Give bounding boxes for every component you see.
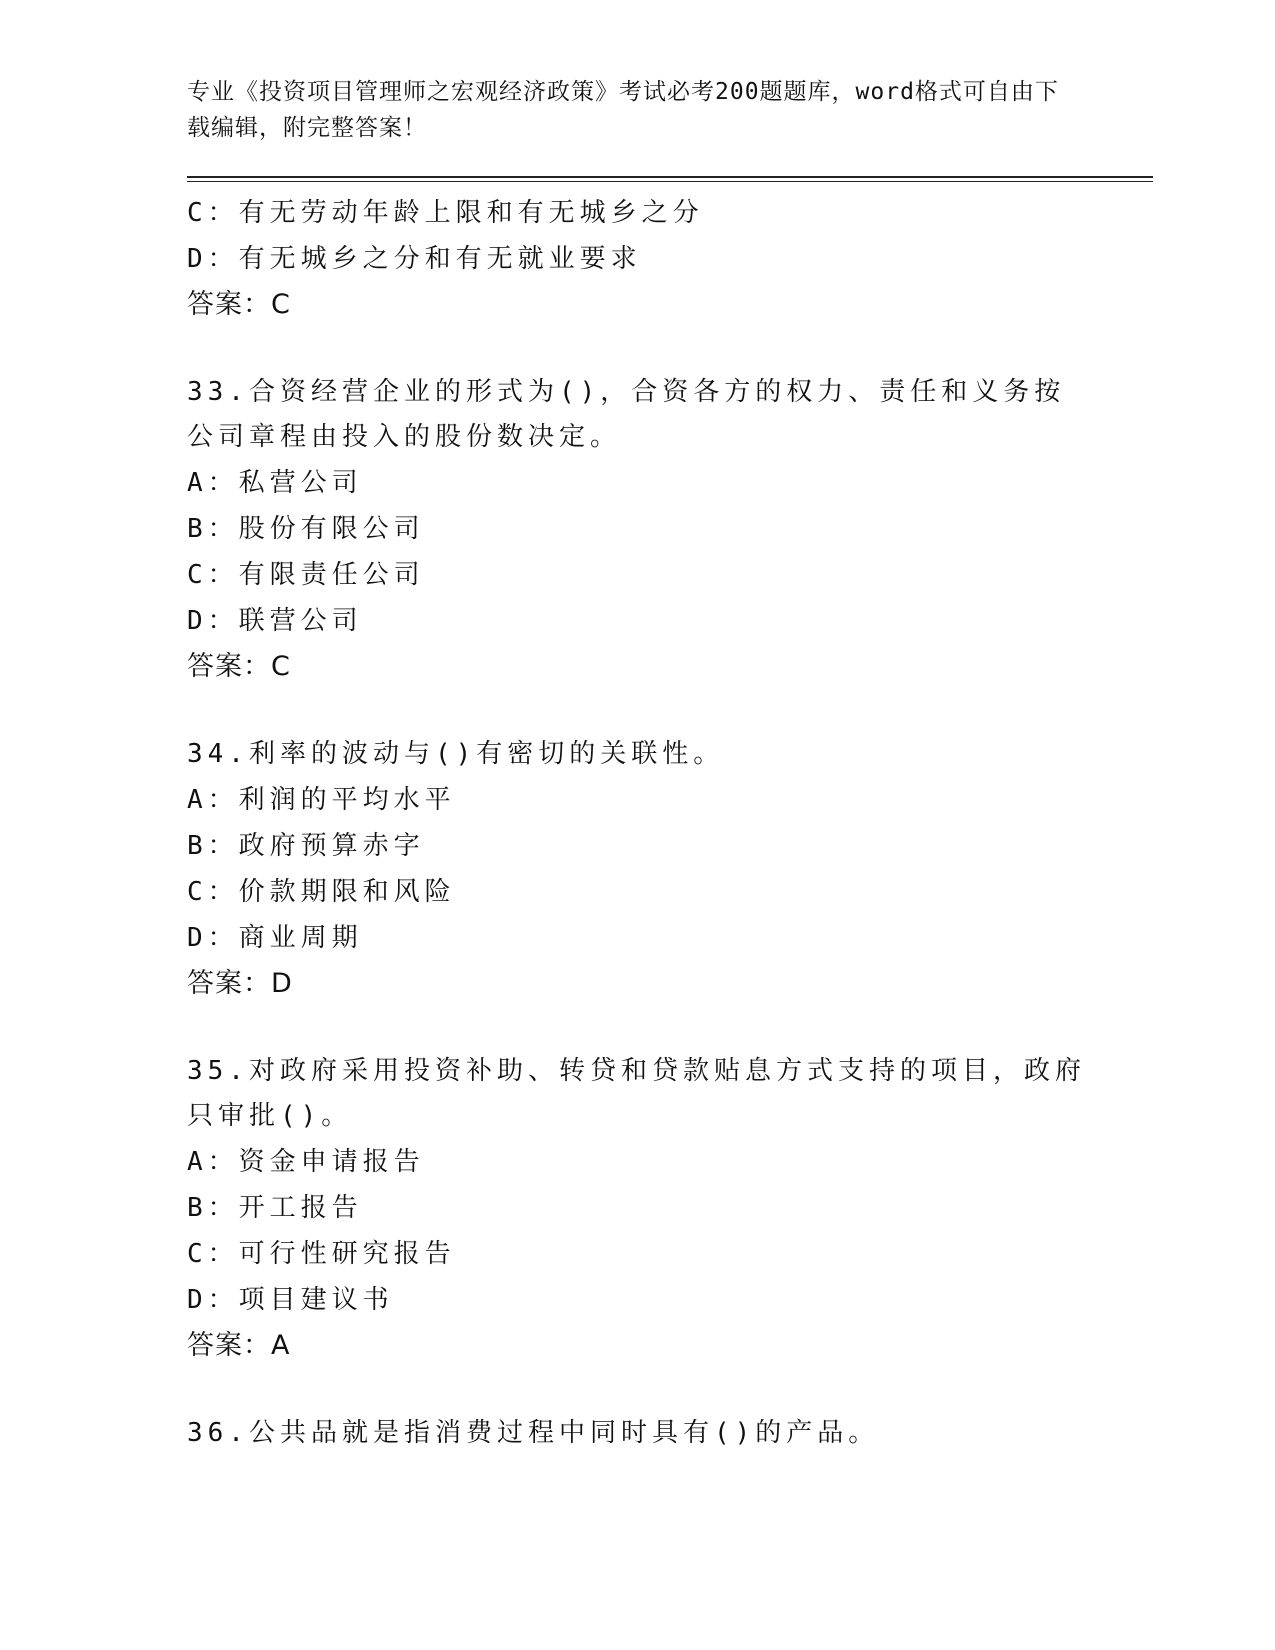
option-a: A：资金申请报告 [187,1147,425,1177]
option-a: A：私营公司 [187,468,363,498]
spacer [187,328,1087,370]
header-rule-thick [187,176,1153,178]
option-b: B：开工报告 [187,1193,363,1223]
option-b: B：政府预算赤字 [187,831,425,861]
question-block-32 [187,190,1087,328]
option-b: B：股份有限公司 [187,514,425,544]
header-rule-thin [187,181,1153,182]
question-text: 34.利率的波动与()有密切的关联性。 [187,739,725,769]
question-block-33 [187,370,1087,690]
answer-label: 答案：D [187,968,293,999]
option-c: C：有限责任公司 [187,560,425,590]
question-block-34 [187,732,1087,1007]
document-header: 专业《投资项目管理师之宏观经济政策》考试必考200题题库，word格式可自由下载编辑，附完整答案！ [187,79,1059,141]
spacer [187,1369,1087,1411]
option-c: C：有无劳动年龄上限和有无城乡之分 [187,198,704,228]
question-text: 36.公共品就是指消费过程中同时具有()的产品。 [187,1418,880,1448]
option-d: D：项目建议书 [187,1285,394,1315]
option-d: D：联营公司 [187,606,363,636]
question-text: 35.对政府采用投资补助、转贷和贷款贴息方式支持的项目，政府只审批()。 [187,1056,1086,1131]
question-content [187,190,1087,1456]
option-d: D：有无城乡之分和有无就业要求 [187,244,642,274]
question-text: 33.合资经营企业的形式为()，合资各方的权力、责任和义务按公司章程由投入的股份数决定。 [187,377,1066,452]
answer-label: 答案：C [187,651,291,682]
answer-label: 答案：A [187,1330,291,1361]
spacer [187,1007,1087,1049]
spacer [187,690,1087,732]
option-a: A：利润的平均水平 [187,785,456,815]
option-c: C：可行性研究报告 [187,1239,456,1269]
option-c: C：价款期限和风险 [187,877,456,907]
question-block-36 [187,1411,1087,1456]
option-d: D：商业周期 [187,923,363,953]
question-block-35 [187,1049,1087,1369]
answer-label: 答案：C [187,289,291,320]
